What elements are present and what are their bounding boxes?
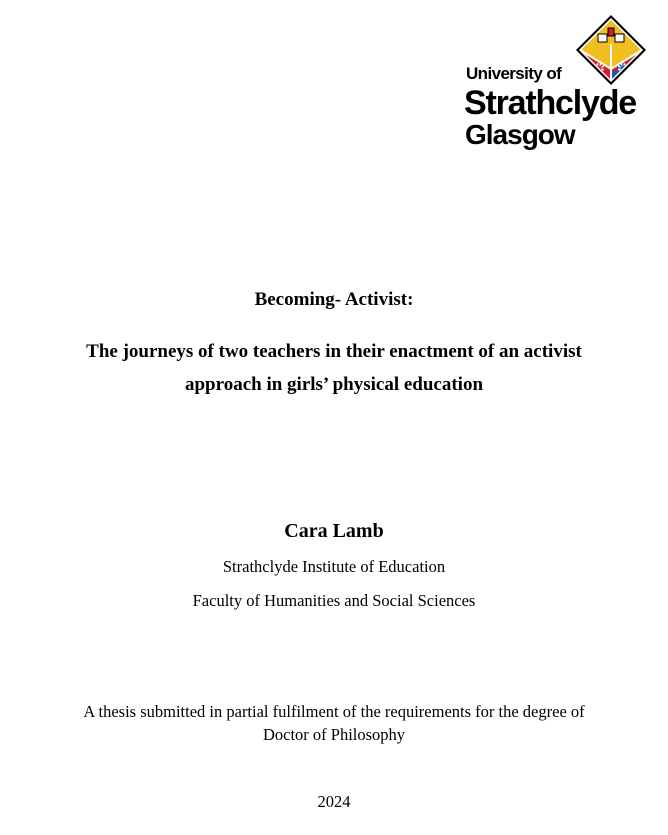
submission-statement-line-1: A thesis submitted in partial fulfilment of the requirements for the degree of — [83, 702, 585, 721]
logo-glasgow: Glasgow — [465, 119, 575, 150]
university-logo — [462, 14, 662, 154]
submission-year: 2024 — [317, 792, 351, 811]
university-crest-icon — [575, 14, 647, 86]
author-name: Cara Lamb — [284, 520, 384, 542]
thesis-title: Becoming- Activist: — [254, 289, 414, 310]
degree-name: Doctor of Philosophy — [262, 725, 406, 744]
logo-university-of: University of — [466, 64, 562, 83]
logo-strathclyde: Strathclyde — [464, 84, 636, 122]
department-name: Strathclyde Institute of Education — [222, 557, 446, 576]
faculty-name: Faculty of Humanities and Social Sciences — [192, 591, 476, 610]
thesis-subtitle-line-2: approach in girls’ physical education — [184, 374, 484, 395]
thesis-subtitle-line-1: The journeys of two teachers in their enactment of an activist — [86, 341, 582, 362]
thesis-subtitle — [0, 335, 668, 401]
submission-statement — [0, 700, 668, 746]
